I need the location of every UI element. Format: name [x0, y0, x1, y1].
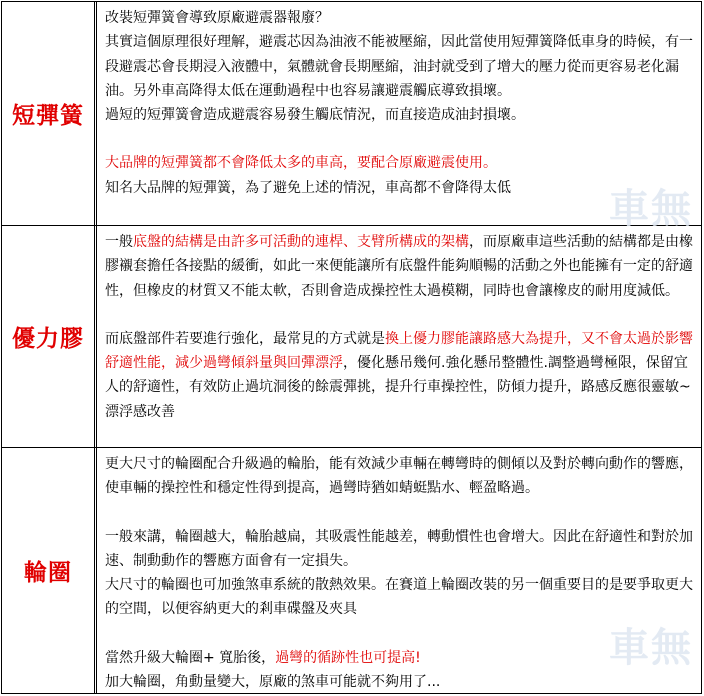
highlight-text: 過彎的循跡性也可提高! — [275, 649, 421, 666]
row-content — [99, 2, 701, 225]
text-run: 而底盤部件若要進行強化，最常見的方式就是 — [105, 330, 385, 347]
row-label-cell — [2, 448, 97, 693]
blank-line — [105, 303, 695, 327]
highlight-text: 換上優力膠能讓路感大為提升，又不會太過於影響舒適性能，減少過彎傾斜量與回彈漂浮 — [105, 330, 693, 372]
paragraph — [105, 452, 695, 501]
paragraph — [105, 230, 695, 303]
paragraph — [105, 151, 695, 175]
text-run: 改裝短彈簧會導致原廠避震器報廢？ — [105, 10, 329, 26]
blank-line — [105, 622, 695, 646]
text-run: 過短的短彈簧會造成避震容易發生觸底情況，而直接造成油封損壞。 — [105, 107, 525, 124]
row-content — [99, 226, 701, 447]
paragraph — [105, 670, 695, 694]
paragraph — [105, 573, 695, 622]
table-row — [2, 2, 701, 232]
text-run: 更大尺寸的輪圈配合升級過的輪胎，能有效減少車輛在轉彎時的側傾以及對於轉向動作的響應，使車輛的操控性和穩定性得到提高，過彎時猶如蜻蜓點水、輕盈略過。 — [105, 456, 693, 497]
row-content — [99, 448, 701, 693]
paragraph — [105, 327, 695, 424]
row-label: 短彈簧 — [12, 103, 84, 129]
text-run: 當然升級大輪圈+ 寬胎後， — [105, 649, 276, 666]
highlight-text: 底盤的結構是由許多可活動的連桿、支臂所構成的架構 — [133, 234, 469, 250]
row-label-cell — [2, 226, 97, 447]
paragraph — [105, 30, 695, 103]
text-run: 其實這個原理很好理解，避震芯因為油液不能被壓縮，因此當使用短彈簧降低車身的時候，有一段避震芯會長期浸入液體中，氣體就會長期壓縮，油封就受到了增大的壓力從而更容易老化漏油。另外車高降得太低在運動過程中也容易讓避震觸底導致損壞。 — [105, 34, 693, 99]
paragraph — [105, 525, 695, 574]
text-run: 大尺寸的輪圈也可加強煞車系統的散熱效果。在賽道上輪圈改裝的另一個重要目的是要爭取更大的空間，以便容納更大的剎車碟盤及夾具 — [105, 577, 693, 618]
paragraph — [105, 103, 695, 127]
watermark-logo: 車無 — [609, 625, 693, 671]
watermark-logo: 車無 — [609, 186, 693, 232]
blank-line — [105, 127, 695, 151]
row-label: 優力膠 — [12, 326, 84, 352]
row-label-cell — [2, 2, 97, 225]
row-label: 輪圈 — [24, 560, 72, 586]
highlight-text: 大品牌的短彈簧都不會降低太多的車高，要配合原廠避震使用。 — [105, 155, 497, 172]
text-run: 知名大品牌的短彈簧，為了避免上述的情況，車高都不會降得太低 — [105, 179, 511, 196]
text-run: ，而原廠車這些活動的結構都是由橡膠襯套擔任各接點的緩衝，如此一來便能讓所有底盤件能夠順暢的活動之外也能擁有一定的舒適性，但橡皮的材質又不能太軟，否則會造成操控性太過模糊，同時也會讓橡皮的耐用度減低。 — [105, 234, 693, 299]
text-run: 加大輪圈，角動量變大，原廠的煞車可能就不夠用了... — [105, 674, 441, 691]
table-row — [2, 448, 701, 693]
paragraph — [105, 176, 695, 200]
comparison-table — [1, 1, 702, 694]
paragraph — [105, 6, 695, 30]
blank-line — [105, 501, 695, 525]
text-run: 一般 — [105, 234, 133, 250]
paragraph — [105, 646, 695, 670]
text-run: ，優化懸吊幾何.強化懸吊整體性.調整過彎極限，保留宜人的舒適性，有效防止過坑洞後的餘震彈挑，提升行車操控性，防傾力提升，路感反應很靈敏~漂浮感改善 — [105, 355, 691, 420]
text-run: 一般來講，輪圈越大，輪胎越扁，其吸震性能越差，轉動慣性也會增大。因此在舒適性和對於加速、制動動作的響應方面會有一定損失。 — [105, 528, 693, 569]
